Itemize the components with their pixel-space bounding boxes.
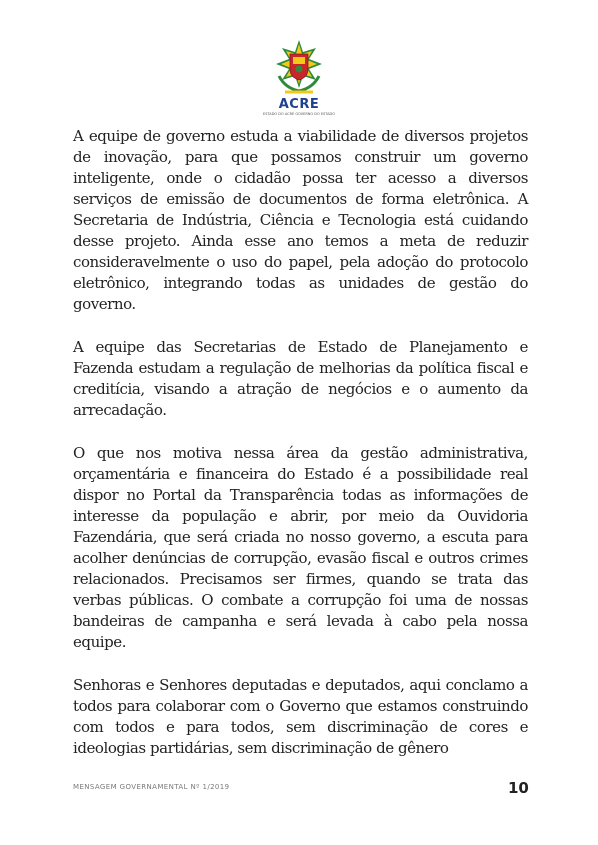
logo-subtext: ESTADO DO ACRE GOVERNO DO ESTADO — [263, 112, 335, 116]
document-body — [73, 126, 528, 781]
page-header — [0, 38, 598, 116]
acre-coat-of-arms-icon — [267, 38, 331, 98]
paragraph: A equipe de governo estuda a viabilidade de diversos projetos de inovação, para que possamos construir um governo inteligente, onde o cidadão possa ter acesso a diversos serviços de emissão de documentos de forma eletrônica. A Secretaria de Indústria, Ciência e Tecnologia está cuidando desse projeto. Ainda esse ano temos a meta de reduzir consideravelmente o uso do papel, pela adoção do protocolo eletrônico, integrando todas as unidades de gestão do governo. — [73, 127, 528, 313]
logo-acre-text: ACRE — [278, 97, 320, 112]
page-number: 10 — [508, 779, 529, 797]
paragraph: O que nos motiva nessa área da gestão administrativa, orçamentária e financeira do Estado é a possibilidade real dispor no Portal da Transparência todas as informações de interesse da população e abrir, por meio da Ouvidoria Fazendária, que será criada no nosso governo, a escuta para acolher denúncias de corrupção, evasão fiscal e outros crimes relacionados. Precisamos ser firmes, quando se trata das verbas públicas. O combate a corrupção foi uma de nossas bandeiras de campanha e será levada à cabo pela nossa equipe. — [73, 444, 528, 651]
paragraph: Senhoras e Senhores deputadas e deputados, aqui conclamo a todos para colaborar com o Governo que estamos construindo com todos e para todos, sem discriminação de cores e ideologias partidárias, sem discriminação de gênero — [73, 676, 528, 757]
footer-label: MENSAGEM GOVERNAMENTAL Nº 1/2019 — [73, 783, 230, 791]
paragraph: A equipe das Secretarias de Estado de Planejamento e Fazenda estudam a regulação de melhorias da política fiscal e creditícia, visando a atração de negócios e o aumento da arrecadação. — [73, 338, 528, 419]
